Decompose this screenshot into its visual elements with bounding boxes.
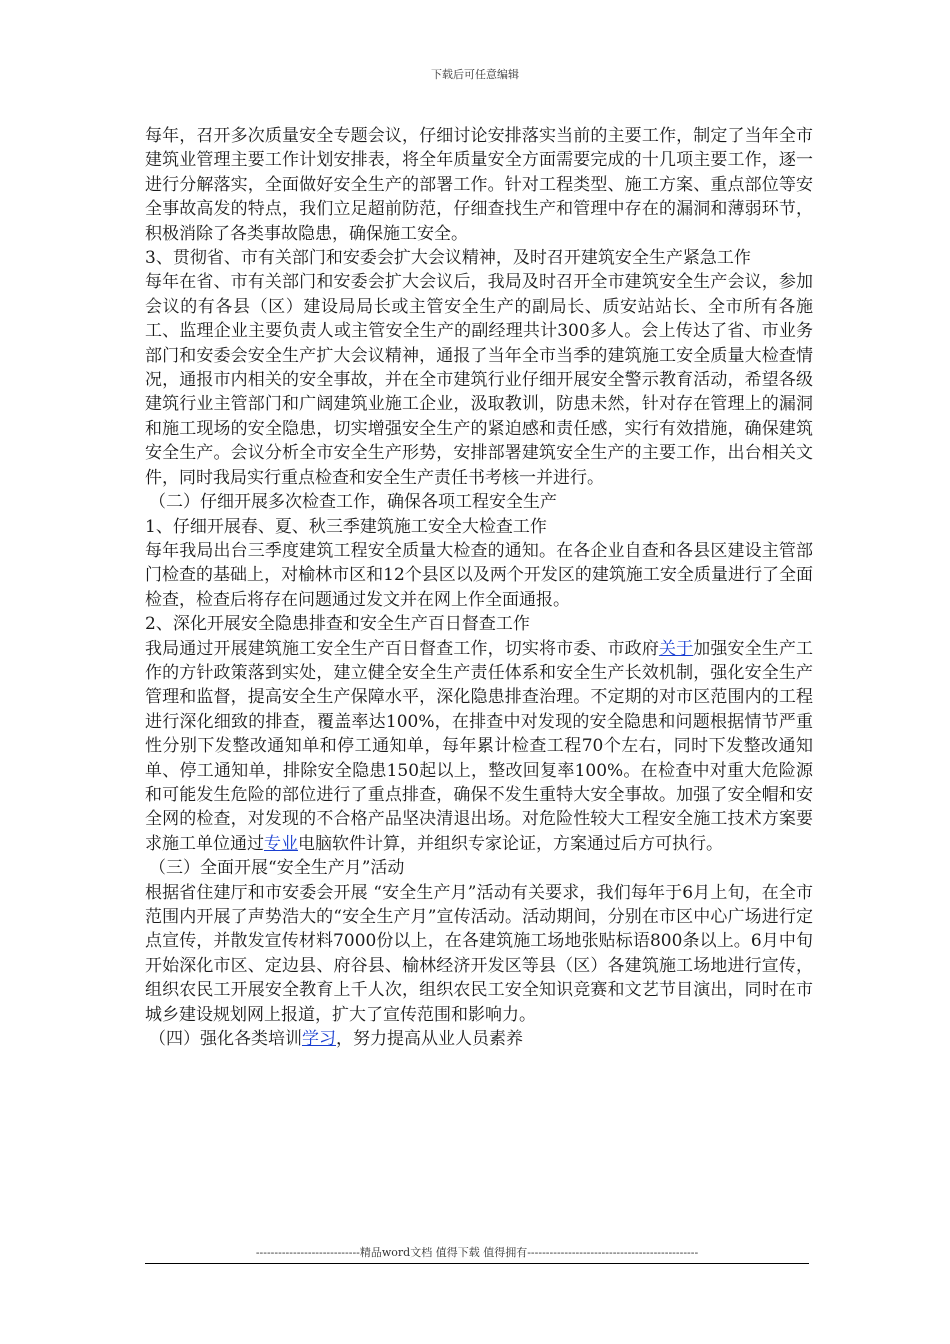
paragraph-text: 我局通过开展建筑施工安全生产百日督查工作，切实将市委、市政府 — [145, 638, 659, 659]
link-guanyu[interactable]: 关于 — [658, 638, 694, 659]
link-xuexi[interactable]: 学习 — [302, 1029, 336, 1050]
footer-rule — [145, 1263, 809, 1264]
heading-hazard-check: 2、深化开展安全隐患排查和安全生产百日督查工作 — [145, 614, 530, 635]
section-heading-inspections: （二）仔细开展多次检查工作，确保各项工程安全生产 — [149, 492, 557, 513]
link-zhuanye[interactable]: 专业 — [264, 833, 298, 854]
heading-emergency-meeting: 3、贯彻省、市有关部门和安委会扩大会议精神，及时召开建筑安全生产紧急工作 — [145, 248, 751, 269]
paragraph-hazard-check — [145, 637, 813, 857]
heading-text: ，努力提高从业人员素养 — [336, 1029, 523, 1050]
heading-seasonal-inspection: 1、仔细开展春、夏、秋三季建筑施工安全大检查工作 — [145, 516, 547, 537]
section-heading-safety-month: （三）全面开展“安全生产月”活动 — [149, 858, 405, 879]
paragraph-meeting: 每年在省、市有关部门和安委会扩大会议后，我局及时召开全市建筑安全生产会议，参加会议的有各县（区）建设局局长或主管安全生产的副局长、质安站站长、全市所有各施工、监理企业主要负责人或主管安全生产的副经理共计300多人。会上传达了省、市业务部门和安委会安全生产扩大会议精神，通报了当年全市当季的建筑施工安全质量大检查情况，通报市内相关的安全事故，并在全市建筑行业仔细开展安全警示教育活动，希望各级建筑行业主管部门和广阔建筑业施工企业，汲取教训，防患未然，针对存在管理上的漏洞和施工现场的安全隐患，切实增强安全生产的紧迫感和责任感，实行有效措施，确保建筑安全生产。会议分析全市安全生产形势，安排部署建筑安全生产的主要工作，出台相关文件，同时我局实行重点检查和安全生产责任书考核一并进行。 — [145, 272, 813, 488]
paragraph-text: 电脑软件计算，并组织专家论证，方案通过后方可执行。 — [298, 833, 723, 854]
section-heading-training — [145, 1027, 813, 1051]
paragraph-planning: 每年，召开多次质量安全专题会议，仔细讨论安排落实当前的主要工作，制定了当年全市建筑业管理主要工作计划安排表，将全年质量安全方面需要完成的十几项主要工作，逐一进行分解落实，全面做好安全生产的部署工作。针对工程类型、施工方案、重点部位等安全事故高发的特点，我们立足超前防范，仔细查找生产和管理中存在的漏洞和薄弱环节，积极消除了各类事故隐患，确保施工安全。 — [145, 126, 813, 244]
paragraph-safety-month: 根据省住建厅和市安委会开展 “安全生产月”活动有关要求，我们每年于6月上旬，在全市范围内开展了声势浩大的“安全生产月”宣传活动。活动期间，分别在市区中心广场进行定点宣传，并散发宣传材料7000份以上，在各建筑施工场地张贴标语800条以上。6月中旬开始深化市区、定边县、府谷县、榆林经济开发区等县（区）各建筑施工场地进行宣传，组织农民工开展安全教育上千人次，组织农民工安全知识竞赛和文艺节目演出，同时在市城乡建设规划网上报道，扩大了宣传范围和影响力。 — [145, 882, 813, 1025]
page-header: 下载后可任意编辑 — [431, 68, 519, 81]
document-body — [145, 124, 813, 1051]
page-footer: ----------------------------精品word文档 值得下载 值得拥有---------------------------------------------- — [255, 1246, 699, 1259]
paragraph-seasonal-inspection: 每年我局出台三季度建筑工程安全质量大检查的通知。在各企业自查和各县区建设主管部门检查的基础上，对榆林市区和12个县区以及两个开发区的建筑施工安全质量进行了全面检查，检查后将存在问题通过发文并在网上作全面通报。 — [145, 540, 813, 610]
heading-text: （四）强化各类培训 — [149, 1029, 302, 1050]
paragraph-text: 加强安全生产工作的方针政策落到实处，建立健全安全生产责任体系和安全生产长效机制，强化安全生产管理和监督，提高安全生产保障水平，深化隐患排查治理。不定期的对市区范围内的工程进行深化细致的排查，覆盖率达100%，在排查中对发现的安全隐患和问题根据情节严重性分别下发整改通知单和停工通知单，每年累计检查工程70个左右，同时下发整改通知单、停工通知单，排除安全隐患150起以上，整改回复率100%。在检查中对重大危险源和可能发生危险的部位进行了重点排查，确保不发生重特大安全事故。加强了安全帽和安全网的检查，对发现的不合格产品坚决清退出场。对危险性较大工程安全施工技术方案要求施工单位通过 — [145, 638, 814, 854]
